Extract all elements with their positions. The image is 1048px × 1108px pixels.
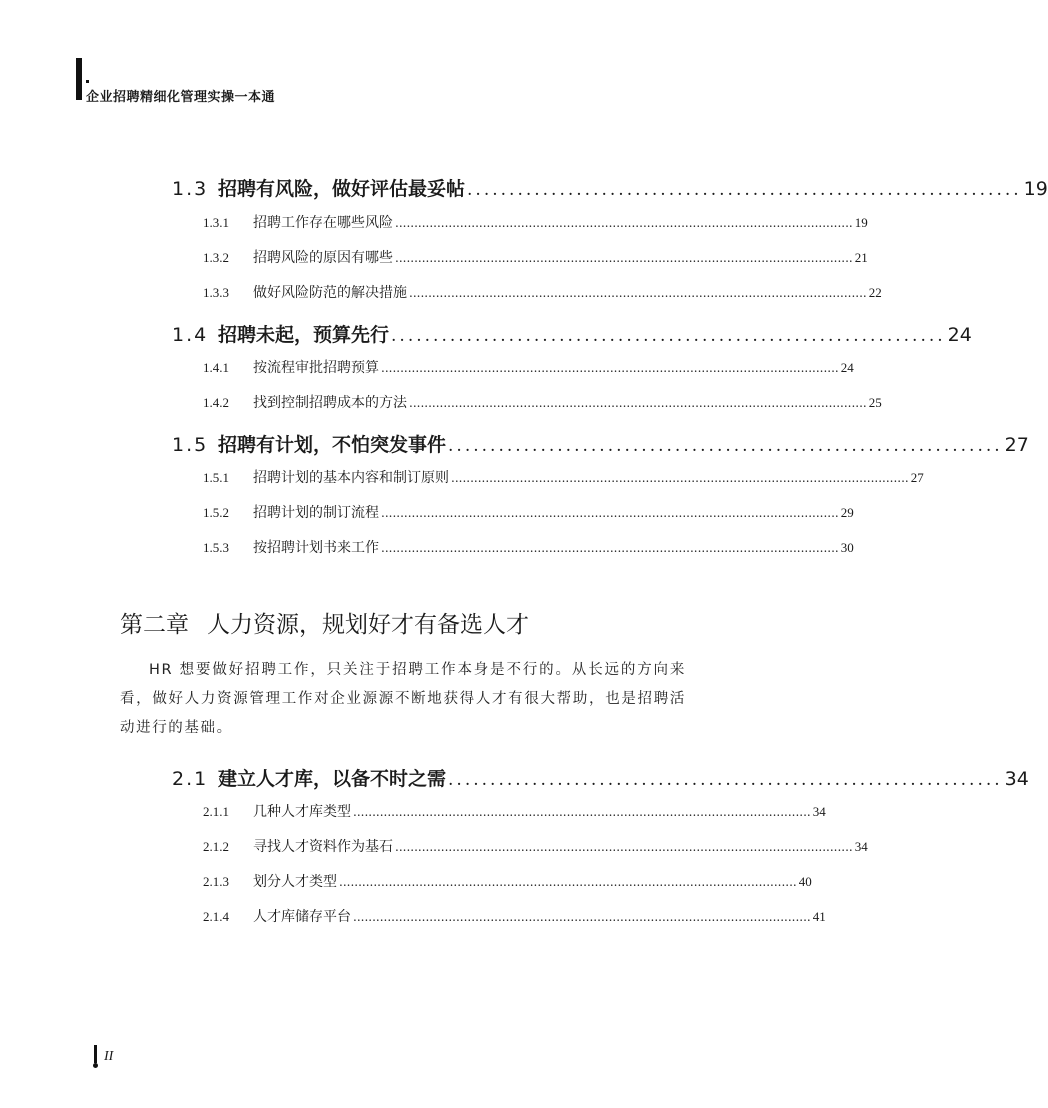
toc-leader-dots: ........................................................................................................................: [451, 471, 909, 485]
toc-leader-dots: ........................................................................................................................: [395, 216, 853, 230]
toc-leader-dots: ........................................................................................................................: [395, 840, 853, 854]
toc-item-title: 人才库储存平台: [253, 909, 351, 925]
toc-item-1-3-1[interactable]: [203, 212, 868, 232]
toc-page-number: 19: [1023, 178, 1048, 200]
footer-page-number: II: [104, 1049, 114, 1064]
toc-leader-dots: ........................................................................................................................: [381, 506, 839, 520]
toc-section-number: 1.5: [172, 434, 209, 456]
toc-leader-dots: ........................................................................................................................: [395, 251, 853, 265]
toc-item-number: 1.4.2: [203, 395, 229, 410]
toc-item-2-1-4[interactable]: [203, 906, 826, 926]
toc-section-1-4[interactable]: [172, 320, 972, 347]
toc-section-title: 招聘未起，预算先行: [218, 324, 390, 346]
toc-section-number: 1.3: [172, 178, 209, 200]
toc-item-title: 按流程审批招聘预算: [253, 360, 379, 376]
toc-leader-dots: ..................................................................: [391, 326, 946, 346]
toc-section-1-3[interactable]: [172, 174, 1048, 201]
toc-page-number: 27: [1004, 434, 1029, 456]
toc-item-number: 1.5.3: [203, 540, 229, 555]
toc-page-number: 34: [854, 839, 868, 854]
toc-item-number: 1.4.1: [203, 360, 229, 375]
toc-item-number: 1.3.3: [203, 285, 229, 300]
toc-item-1-5-1[interactable]: [203, 467, 924, 487]
toc-page-number: 41: [812, 909, 826, 924]
toc-item-title: 几种人才库类型: [253, 804, 351, 820]
toc-page-number: 24: [840, 360, 854, 375]
toc-leader-dots: ........................................................................................................................: [409, 396, 867, 410]
toc-page-number: 40: [798, 874, 812, 889]
toc-page-number: 19: [854, 215, 868, 230]
toc-item-number: 1.3.2: [203, 250, 229, 265]
toc-item-1-3-3[interactable]: [203, 282, 882, 302]
toc-item-title: 做好风险防范的解决措施: [253, 285, 407, 301]
toc-item-1-5-2[interactable]: [203, 502, 854, 522]
toc-section-1-5[interactable]: [172, 430, 1029, 457]
toc-item-number: 1.3.1: [203, 215, 229, 230]
toc-item-title: 招聘计划的基本内容和制订原则: [253, 470, 449, 486]
toc-item-title: 找到控制招聘成本的方法: [253, 395, 407, 411]
toc-item-title: 按招聘计划书来工作: [253, 540, 379, 556]
toc-item-number: 2.1.1: [203, 804, 229, 819]
toc-item-2-1-2[interactable]: [203, 836, 868, 856]
header-bar-decoration: [76, 58, 82, 100]
toc-leader-dots: ........................................................................................................................: [409, 286, 867, 300]
toc-leader-dots: ..................................................................: [467, 180, 1022, 200]
toc-page-number: 29: [840, 505, 854, 520]
toc-leader-dots: ..................................................................: [448, 770, 1003, 790]
toc-page-number: 25: [868, 395, 882, 410]
toc-item-title: 寻找人才资料作为基石: [253, 839, 393, 855]
toc-item-number: 1.5.2: [203, 505, 229, 520]
toc-leader-dots: ........................................................................................................................: [381, 361, 839, 375]
toc-page-number: 34: [812, 804, 826, 819]
chapter-heading[interactable]: [120, 606, 529, 639]
toc-item-1-5-3[interactable]: [203, 537, 854, 557]
toc-page-number: 22: [868, 285, 882, 300]
toc-item-title: 招聘工作存在哪些风险: [253, 215, 393, 231]
toc-page-number: 30: [840, 540, 854, 555]
toc-page-number: 24: [947, 324, 972, 346]
chapter-intro-paragraph: HR 想要做好招聘工作，只关注于招聘工作本身是不行的。从长远的方向来看，做好人力资源管理工作对企业源源不断地获得人才有很大帮助，也是招聘活动进行的基础。: [120, 662, 686, 736]
toc-item-title: 划分人才类型: [253, 874, 337, 890]
toc-item-title: 招聘计划的制订流程: [253, 505, 379, 521]
footer-bar-decoration: [94, 1045, 97, 1063]
toc-item-number: 2.1.3: [203, 874, 229, 889]
toc-section-title: 招聘有计划，不怕突发事件: [218, 434, 447, 456]
toc-leader-dots: ..................................................................: [448, 436, 1003, 456]
chapter-title: 人力资源，规划好才有备选人才: [207, 612, 529, 638]
footer-dot-decoration: [93, 1063, 98, 1068]
toc-item-title: 招聘风险的原因有哪些: [253, 250, 393, 266]
toc-item-1-4-1[interactable]: [203, 357, 854, 377]
chapter-number: 第二章: [120, 612, 189, 638]
toc-item-number: 1.5.1: [203, 470, 229, 485]
running-header-book-title: 企业招聘精细化管理实操一本通: [86, 90, 276, 105]
toc-section-2-1[interactable]: [172, 764, 1029, 791]
toc-section-title: 建立人才库，以备不时之需: [218, 768, 447, 790]
toc-item-1-4-2[interactable]: [203, 392, 882, 412]
toc-item-number: 2.1.4: [203, 909, 229, 924]
toc-section-number: 1.4: [172, 324, 209, 346]
toc-item-2-1-3[interactable]: [203, 871, 812, 891]
toc-item-1-3-2[interactable]: [203, 247, 868, 267]
toc-item-number: 2.1.2: [203, 839, 229, 854]
toc-leader-dots: ........................................................................................................................: [353, 910, 811, 924]
toc-page-number: 34: [1004, 768, 1029, 790]
header-dot-decoration: [86, 80, 89, 83]
toc-section-title: 招聘有风险，做好评估最妥帖: [218, 178, 466, 200]
toc-page-number: 21: [854, 250, 868, 265]
toc-item-2-1-1[interactable]: [203, 801, 826, 821]
toc-leader-dots: ........................................................................................................................: [353, 805, 811, 819]
toc-page-number: 27: [910, 470, 924, 485]
toc-leader-dots: ........................................................................................................................: [381, 541, 839, 555]
toc-leader-dots: ........................................................................................................................: [339, 875, 797, 889]
toc-section-number: 2.1: [172, 768, 209, 790]
